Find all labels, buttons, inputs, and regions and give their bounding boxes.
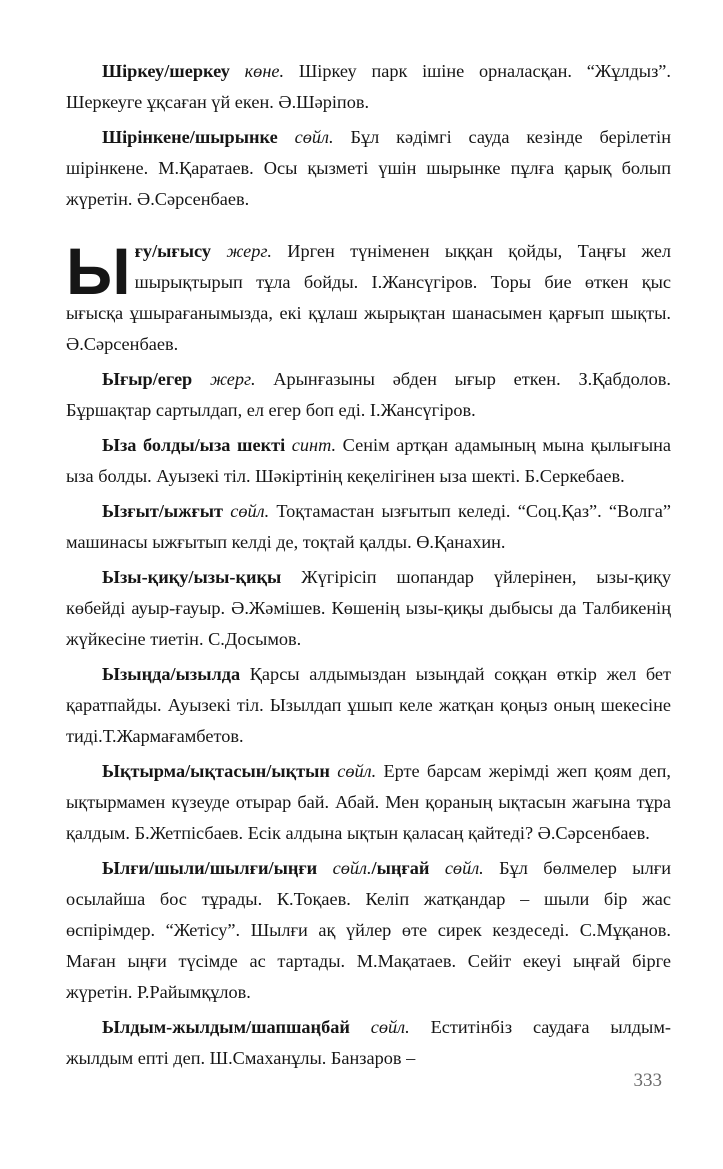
entry-yzynda <box>66 659 671 752</box>
entry-text: Тоқтамастан ызғытып келеді. “Соц.Қаз”. “Волга” машинасы ыжғытып келді де, тоқтай қалды. Ө.Қанахин. <box>66 501 671 552</box>
entry-headword: Ызы-қиқу/ызы-қиқы <box>102 567 282 587</box>
entry-usage-mark: жерг. <box>210 369 256 389</box>
entry-text: Еститінбіз саудаға ылдым-жылдым епті деп. Ш.Смаханұлы. Банзаров – <box>66 1017 672 1068</box>
entry-usage-mark-variant: сөйл. <box>444 858 484 878</box>
entry-usage-mark: сөйл. <box>294 127 334 147</box>
entry-text: Арынғазыны әбден ығыр еткен. З.Қабдолов. Бұршақтар сартылдап, ел егер боп еді. І.Жансүгіров. <box>66 369 671 420</box>
entry-headword: Ықтырма/ықтасын/ықтын <box>102 761 330 781</box>
entry-headword: Ызыңда/ызылда <box>102 664 241 684</box>
entry-shirinkene <box>66 122 671 215</box>
entry-usage-mark: көне. <box>244 61 285 81</box>
entry-yzy-qiqu <box>66 562 671 655</box>
entry-shirkeu <box>66 56 671 118</box>
entry-text: Қарсы алдымыздан ызыңдай соққан өткір жел бет қаратпайды. Ауызекі тіл. Ызылдап ұшып келе жатқан қоңыз оның шекесіне тиді.Т.Жармағамбетов. <box>66 664 671 746</box>
entry-headword: ғу/ығысу <box>134 241 212 261</box>
entry-usage-mark: сөйл. <box>370 1017 410 1037</box>
entry-text: Бұл бөлмелер ылғи осылайша бос тұрады. К.Тоқаев. Келіп жатқандар – шыли бір жас өспірімдер. “Жетісу”. Шылғи ақ үйлер өте сирек кездеседі. С.Мұқанов. Маған ыңғи түсімде ас тартады. М.Мақатаев. Сейіт екеуі ыңғай бірге жүретін. Р.Райымқұлов. <box>66 858 671 1002</box>
entry-headword: Шіркеу/шеркеу <box>102 61 230 81</box>
section-top <box>66 56 671 219</box>
entry-yza-boldy <box>66 430 671 492</box>
entry-headword: Ызғыт/ыжғыт <box>102 501 224 521</box>
entry-headword: Ыза болды/ыза шекті <box>102 435 286 455</box>
entry-text: Бұл кәдімгі сауда кезінде берілетін шірінкене. М.Қаратаев. Осы қызметі үшін шырынке пұлға қарық болып жүретін. Ә.Сәрсенбаев. <box>66 127 671 209</box>
entry-text: Сенім артқан адамының мына қылығына ыза болды. Ауызекі тіл. Шәкіртінің кеқелігінен ыза шекті. Б.Серкебаев. <box>66 435 671 486</box>
entry-headword: Ығыр/егер <box>102 369 193 389</box>
entry-text: Ирген түніменен ыққан қойды, Таңғы жел шырықтырып тұла бойды. І.Жансүгіров. Торы бие өткен қыс ығысқа ұшырағанымызда, екі құлаш жырықтан шанасымен қарғып шықты. Ә.Сәрсенбаев. <box>66 241 671 354</box>
entry-text: Жүгірісіп шопандар үйлерінен, ызы-қиқу көбейді ауыр-ғауыр. Ә.Жәмішев. Көшенің ызы-қиқы дыбысы да Талбикенің жүйкесіне тиетін. С.Досымов. <box>66 567 671 649</box>
entry-ygyr <box>66 364 671 426</box>
entry-yzgyt <box>66 496 671 558</box>
entry-ygu <box>66 236 671 360</box>
entry-usage-mark: сөйл. <box>230 501 270 521</box>
entry-usage-mark: сөйл. <box>337 761 377 781</box>
entry-headword: Ылдым-жылдым/шапшаңбай <box>102 1017 350 1037</box>
entry-headword-variant: /ыңғай <box>371 858 430 878</box>
entry-headword: Шірінкене/шырынке <box>102 127 278 147</box>
entry-usage-mark: синт. <box>291 435 337 455</box>
section-y <box>66 236 671 1078</box>
entry-text: Шіркеу парк ішіне орналасқан. “Жұлдыз”. Шеркеуге ұқсаған үй екен. Ә.Шәріпов. <box>66 61 671 112</box>
entry-yqtyrma <box>66 756 671 849</box>
entry-yldym-zhyldym <box>66 1012 671 1074</box>
entry-text: Ерте барсам жерімді жеп қоям деп, ықтырмамен күзеуде отырар бай. Абай. Мен қораның ықтасын жағына тұра қалдым. Б.Жетпісбаев. Есік алдына ықтын қаласаң қайтеді? Ә.Сәрсенбаев. <box>66 761 671 843</box>
entry-usage-mark: сөйл. <box>332 858 372 878</box>
page-number: 333 <box>633 1070 662 1091</box>
drop-cap-letter: Ы <box>66 234 131 308</box>
entry-ylgi <box>66 853 671 1008</box>
entry-headword: Ылғи/шыли/шылғи/ыңғи <box>102 858 318 878</box>
entry-usage-mark: жерг. <box>226 241 272 261</box>
